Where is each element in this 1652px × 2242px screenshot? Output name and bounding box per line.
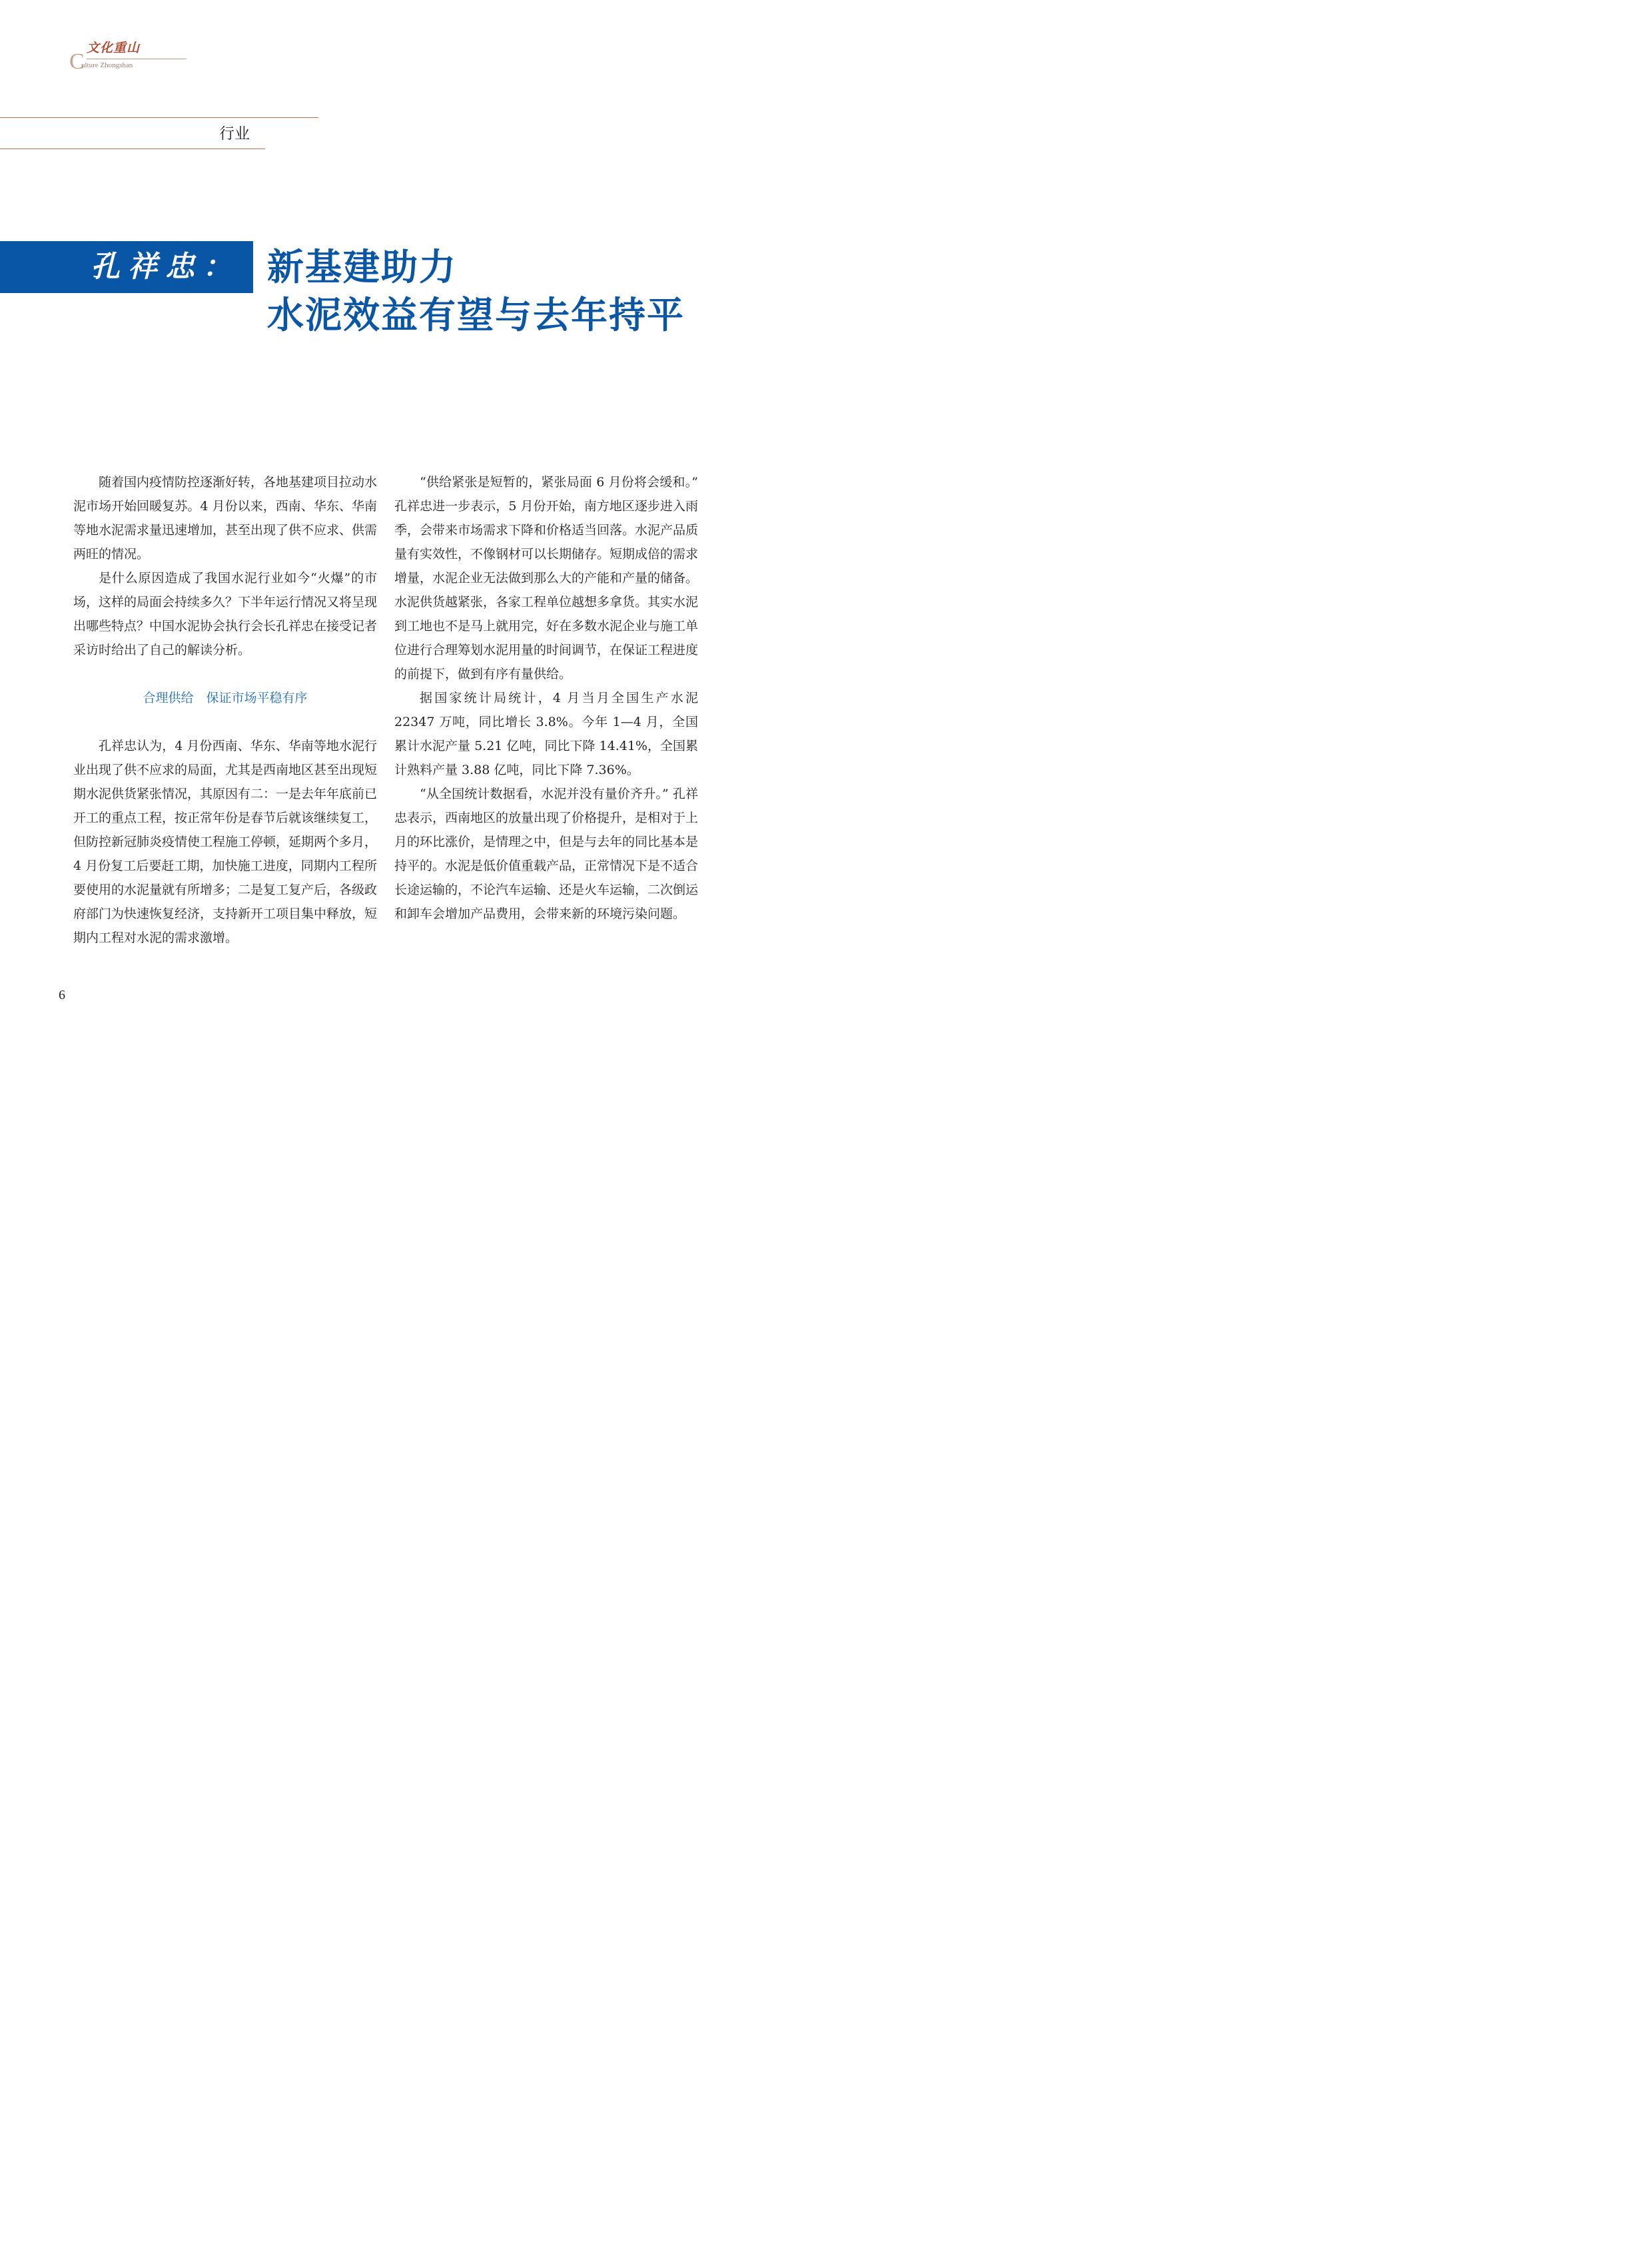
subheading: 合理供给 保证市场平稳有序 (143, 691, 308, 705)
paragraph: 孔祥忠认为，4 月份西南、华东、华南等地水泥行业出现了供不应求的局面，尤其是西南地区甚至出现短期水泥供货紧张情况，其原因有二：一是去年年底前已开工的重点工程，按正常年份是春节后就该继续复工，但防控新冠肺炎疫情使工程施工停顿，延期两个多月，4 月份复工后要赶工期，加快施工进度，同期内工程所要使用的水泥量就有所增多；二是复工复产后，各级政府部门为快速恢复经济，支持新开工项目集中释放，短期内工程对水泥的需求激增。 (73, 739, 378, 945)
paragraph: “供给紧张是短暂的，紧张局面 6 月份将会缓和。” 孔祥忠进一步表示，5 月份开始，南方地区逐步进入雨季，会带来市场需求下降和价格适当回落。水泥产品质量有实效性，不像钢材可以长期储存。短期成倍的需求增量，水泥企业无法做到那么大的产能和产量的储备。水泥供货越紧张，各家工程单位越想多拿货。其实水泥到工地也不是马上就用完，好在多数水泥企业与施工单位进行合理筹划水泥用量的时间调节，在保证工程进度的前提下，做到有序有量供给。 (394, 475, 699, 681)
logo-initial: C (69, 49, 85, 74)
logo-english-title: ulture Zhongshan (81, 61, 133, 69)
paragraph: 据国家统计局统计，4 月当月全国生产水泥 22347 万吨，同比增长 3.8%。今年 1—4 月，全国累计水泥产量 5.21 亿吨，同比下降 14.41%，全国累计熟料产量 3.88 亿吨，同比下降 7.36%。 (394, 691, 698, 777)
right-column (394, 470, 698, 926)
article-title-line-2: 水泥效益有望与去年持平 (267, 293, 685, 336)
page-number: 6 (59, 988, 65, 1002)
logo-chinese-title: 文化重山 (87, 41, 141, 55)
section-rule-top (0, 117, 318, 118)
article-title-line-1: 新基建助力 (267, 245, 458, 288)
paragraph: “从全国统计数据看，水泥并没有量价齐升。” 孔祥忠表示，西南地区的放量出现了价格提升，是相对于上月的环比涨价，是情理之中，但是与去年的同比基本是持平的。水泥是低价值重载产品，正常情况下是不适合长途运输的，不论汽车运输、还是火车运输，二次倒运和卸车会增加产品费用，会带来新的环境污染问题。 (394, 787, 699, 921)
left-column (73, 470, 377, 950)
title-person-name: 孔祥忠： (91, 250, 240, 284)
paragraph: 随着国内疫情防控逐渐好转，各地基建项目拉动水泥市场开始回暖复苏。4 月份以来，西南、华东、华南等地水泥需求量迅速增加，甚至出现了供不应求、供需两旺的情况。 (73, 475, 378, 561)
magazine-logo (69, 40, 189, 73)
section-label: 行业 (219, 125, 250, 143)
title-name-banner (0, 241, 253, 293)
paragraph: 是什么原因造成了我国水泥行业如今“火爆”的市场，这样的局面会持续多久？下半年运行情况又将呈现出哪些特点？中国水泥协会执行会长孔祥忠在接受记者采访时给出了自己的解读分析。 (73, 571, 378, 657)
